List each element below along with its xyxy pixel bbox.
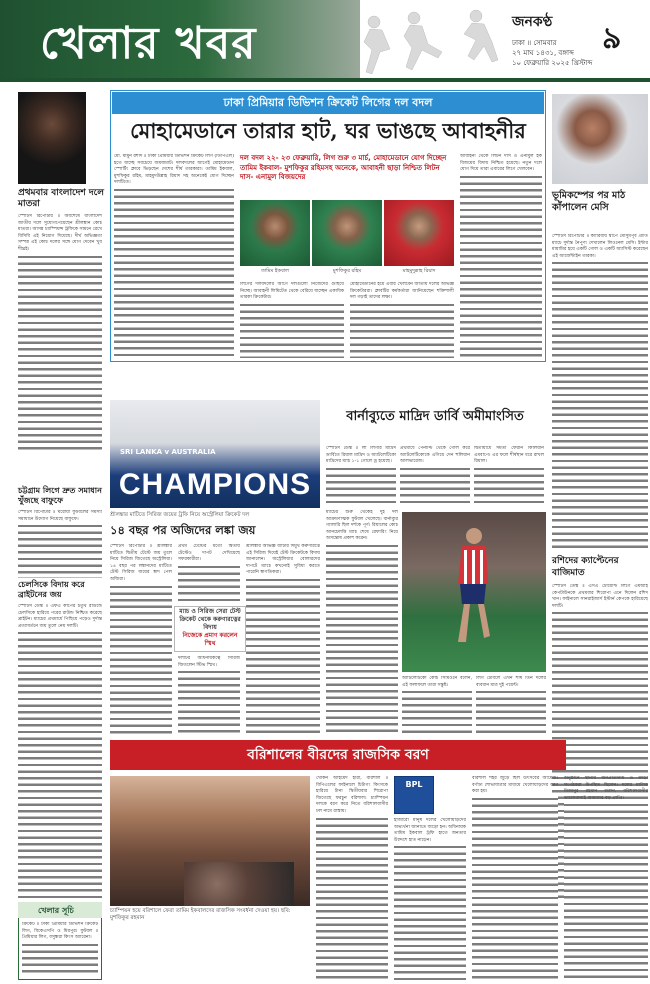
story-body: বরিশাল শহর জুড়ে ছিল উৎসবের আমেজ। বর্ণাঢ্য শোভাযাত্রার মাধ্যমে খেলোয়াড়দের বরণ করা হয়। <box>472 776 558 980</box>
newspaper-brand: জনকণ্ঠ <box>512 14 553 30</box>
story-body: স্পোর্টস ডেস্ক ॥ এফএ কাপের চতুর্থ রাউন্ডে চেলসিকে হারিয়ে পরের রাউন্ড নিশ্চিত করেছে ব্রাইটন। ম্যাচের প্রথমার্ধে পিছিয়ে পড়েও দুর্দান্ত প্রত্যাবর্তনে জয় তুলে নেয় দলটি। <box>18 604 102 902</box>
story-body: স্পোর্টস ডেস্ক ॥ লা লিগার মাদ্রিদ ডার্বিতে রিয়াল মাদ্রিদ ও অ্যাটলেটিকো মাদ্রিদের ম্যাচ ১-১ গোলে ড্র হয়েছে। <box>326 446 396 506</box>
story-headline-banner: বরিশালের বীরদের রাজসিক বরণ <box>110 740 566 770</box>
story-headline: চেলসিকে বিদায় করে ব্রাইটনের জয় <box>18 580 85 599</box>
lead-body: মোহামেডানের হয়ে এবার খেলবেন জাতীয় দলের অভিজ্ঞ ক্রিকেটাররা। ক্লাবটির কর্মকর্তারা জানিয়েছেন শক্তিশালী দল গড়াই তাদের লক্ষ্য। <box>350 282 454 358</box>
photo-caption: মাহমুদুল্লাহ রিয়াদ <box>402 268 436 274</box>
player-figure-icon <box>450 524 494 654</box>
story-body: হাজারো মানুষ দলের খেলোয়াড়দের অভ্যর্থনা জানাতে জড়ো হন। অধিনায়ক তামিম ইকবাল ট্রফি হাতে জনতার উদ্দেশে হাত নাড়েন। <box>394 818 466 980</box>
story-body: ম্যাচের শুরু থেকেই দুই দল আক্রমণাত্মক ফুটবল খেলেছে। বার্নাব্যুর গ্যালারি ছিল দর্শকে পূর্ণ। রিয়ালের কোচ আনচেলত্তি ম্যাচ শেষে রেফারিং নিয়ে অসন্তোষ প্রকাশ করেন। <box>326 510 398 736</box>
masthead <box>0 0 650 86</box>
issue-bangla-date: ২৭ মাঘ ১৪৩১, বঙ্গাব্দ <box>512 49 574 57</box>
photo-caption: তামিম ইকবাল <box>261 268 289 274</box>
lead-body: মো. মামুন রশীদ ॥ ঢাকা প্রিমিয়ার ডিভিশন ক্রিকেট লিগ (ডিপিএল) হতে যাচ্ছে সবচেয়ে জমজমাট। দলবদলের আগেই মোহামেডান স্পোর্টিং ক্লাবে ভিড়ছেন দেশের শীর্ষ তারকারা। তামিম ইকবাল, মুশফিকুর রহিম, মাহমুদউল্লাহ রিয়াদ সহ অনেকেই যোগ দিচ্ছেন দলটিতে। <box>114 154 234 358</box>
story-body: স্পোর্টস রিপোর্টার ॥ অবশেষে বাংলাদেশ জাতীয় দলে সুযোগপেয়েছেন শ্রীলঙ্কান কোচ মাতরা। আসন্ন চ্যাম্পিয়ন্স ট্রফিকে সামনে রেখে বিসিবি এই নিয়োগ দিয়েছে। দীর্ঘ অভিজ্ঞতা সম্পন্ন এই কোচ দলের সঙ্গে যোগ দেবেন খুব শীঘ্রই। <box>18 214 102 450</box>
photo-caption: শ্রীলঙ্কার মাটিতে সিরিজ জয়ের ট্রফি নিয়ে অস্ট্রেলিয়া ক্রিকেট দল <box>110 512 250 518</box>
player-photo <box>384 200 454 266</box>
story-headline: চট্টগ্রাম লিগে দ্রুত সমাধান খুঁজছে বাফুফে <box>18 486 102 505</box>
story-headline: রশিদের ক্যাপ্টেনের বাজিমাত <box>552 556 619 578</box>
issue-english-date: ১০ ফেব্রুয়ারি ২০২৫ খ্রিস্টাব্দ <box>512 59 593 67</box>
story-body: স্পোর্টস ডেস্ক ॥ এসএ টোয়েন্টি লিগে এমআই কেপটাউনকে প্রথমবার শিরোপা এনে দিলেন রশিদ খান। ফাইনালে সানরাইজার্স ইস্টার্ন কেপকে হারিয়েছে দলটি। <box>552 584 648 902</box>
photo-banner-word: CHAMPIONS <box>118 468 312 501</box>
story-body: প্রথমার্ধে পেনাল্টি থেকে গোল করে অ্যাটলেটিকোকে এগিয়ে দেন হুলিয়ান আলভারেজ। <box>400 446 470 506</box>
story-body: শ্রীলঙ্কার অভিজ্ঞ ব্যাটার দিমুথ করুণারত্নে এই সিরিজ দিয়েই টেস্ট ক্রিকেটকে বিদায় জানালেন। অস্ট্রেলিয়ার বোলারদের দাপটে ম্যাচে কখনোই সুবিধা করতে পারেনি স্বাগতিকরা। <box>246 544 320 736</box>
highlight-text: ম্যাচ ও সিরিজ সেরা টেস্ট ক্রিকেট থেকে করুণারত্নের বিদায় <box>179 608 241 631</box>
story-headline: ১৪ বছর পর অজিদের লঙ্কা জয় <box>110 523 256 537</box>
fixture-body: ক্রিকেট ॥ ঢাকা প্রিমিয়ার ডিভিশন ক্রিকেট লিগ, বিকেএসপি ও মিরপুর। ফুটবল ॥ প্রিমিয়ার লিগ, বসুন্ধরা কিংস অ্যারেনা। <box>22 922 98 976</box>
story-body: অ্যাটলেটিকো কোচ সিমিওনে বলেন, এই ফলাফলে তারা সন্তুষ্ট। <box>402 676 472 736</box>
inset-photo <box>184 862 294 906</box>
bpl-logo-text: BPL <box>405 780 423 789</box>
player-photo <box>18 92 86 184</box>
fixture-title: খেলার সূচি <box>18 902 102 918</box>
story-body: স্পোর্টস রিপোর্টার ॥ ঘরোয়া ফুটবলের সমস্যা সমাধানে উদ্যোগ নিয়েছে বাফুফে। <box>18 510 102 578</box>
lead-headline: মোহামেডানে তারার হাট, ঘর ভাঙছে আবাহনীর <box>130 118 526 143</box>
story-headline: প্রথমবার বাংলাদেশ দলে মাতরা <box>18 188 104 209</box>
issue-date <box>512 38 592 68</box>
lead-body: লিগের দলবদলের আগে দলগুলো নিজেদের গুছিয়ে নিচ্ছে। আবাহনী লিমিটেড থেকে বেরিয়ে যাচ্ছেন একাধিক তারকা ক্রিকেটার। <box>240 282 344 358</box>
story-body: অনুষ্ঠানে স্থানীয় জনপ্রতিনিধি ও ক্রীড়া সংগঠকরা উপস্থিত ছিলেন। দলের মালিক মিজানুর রহমান বলেন, বরিশালবাসীর ভালোবাসাই আমাদের বড় প্রাপ্তি। <box>564 776 648 980</box>
lead-photo-strip <box>240 200 454 266</box>
story-body: খোকন আহমেদ হীরা, বরিশাল ॥ বিপিএলের ফাইনালে চিটাগং কিংসকে হারিয়ে টানা দ্বিতীয়বার শিরোপা জিতেছে ফরচুন বরিশাল। চ্যাম্পিয়ন দলকে বরণ করে নিতে বরিশালবাসীর ঢল নামে রাস্তায়। <box>316 776 388 980</box>
page-number: ৯ <box>602 21 622 56</box>
player-photo <box>312 200 382 266</box>
photo-caption: চ্যাম্পিয়ন হয়ে বরিশালে ফেরা তামিম ইকবালদের রাজসিক সংবর্ধনা দেওয়া হয়। ছবি: মুশফিকুর রহমান <box>110 908 291 921</box>
player-photo <box>240 200 310 266</box>
photo-caption: মুশফিকুর রহিম <box>332 268 362 274</box>
story-body: স্পোর্টস রিপোর্টার ॥ ক্যারিবীয় দ্বীপে মৌসুমপূর্ব প্রীতি ম্যাচে দুর্দান্ত নৈপুণ্য দেখালেন লিওনেল মেসি। ইন্টার মায়ামির হয়ে একটি গোল ও একটি অ্যাসিস্ট করেছেন এই আর্জেন্টাইন তারকা। <box>552 234 648 552</box>
player-photo <box>552 94 648 184</box>
story-body: স্পোর্টস রিপোর্টার ॥ শ্রীলঙ্কার মাটিতে দ্বিতীয় টেস্টে জয় তুলে নিয়ে সিরিজ জিতেছে অস্ট্রেলিয়া। ১৪ বছর পর লঙ্কানদের মাটিতে টেস্ট সিরিজ জয়ের স্বাদ পেল অজিরা। <box>110 544 172 736</box>
story-body: প্রথম টেস্টের মতো দ্বিতীয় টেস্টেও দাপট দেখিয়েছে সফরকারীরা। <box>178 544 240 604</box>
masthead-rule <box>0 78 650 82</box>
lead-photo-captions <box>240 268 454 278</box>
lead-kicker: ঢাকা প্রিমিয়ার ডিভিশন ক্রিকেট লিগের দল বদল <box>112 92 544 114</box>
story-headline: বার্নাব্যুতে মাদ্রিদ ডার্বি অমীমাংসিত <box>346 409 524 424</box>
story-body: দ্বিতীয়ার্ধে সমতা ফেরান কিলিয়ান এমবাপে। এর ফলে শীর্ষস্থান ধরে রাখল রিয়াল। <box>474 446 544 506</box>
issue-day: ঢাকা ॥ সোমবার <box>512 39 557 47</box>
story-headline: ভূমিকম্পের পর মাঠ কাঁপালেন মেসি <box>552 190 626 213</box>
athlete-silhouette-icon <box>352 4 502 84</box>
story-body: লিগ টেবিলে এখন শীর্ষ তিন দলের ব্যবধান মাত্র দুই পয়েন্ট। <box>476 676 546 736</box>
lead-subhead: দল বদল ২২- ২৩ ফেব্রুয়ারি, লিগ শুরু ৩ মার্চ, মোহামেডানে যোগ দিচ্ছেন তামিম ইকবাল- মুশফিকুর রহিমসহ অনেকে, আবাহনী ছাড়া নিশ্চিত লিটন দাস- এনামুল বিজয়দের <box>240 154 447 181</box>
section-title: খেলার খবর <box>40 18 257 69</box>
highlight-red-text: নিজেকে প্রমাণ করলেন স্মিথ <box>182 632 238 647</box>
story-body: দলটির অধিনায়কত্বে সিরিজ জিতলেন স্টিভ স্মিথ। <box>178 656 240 736</box>
photo-banner-text: SRI LANKA v AUSTRALIA <box>120 448 216 456</box>
lead-body: আবাহনী থেকে লিটন দাস ও এনামুল হক বিজয়ের বিদায় নিশ্চিত হয়েছে। নতুন দলে যোগ দিয়ে তারা এবারের লিগে খেলবেন। <box>460 154 542 358</box>
